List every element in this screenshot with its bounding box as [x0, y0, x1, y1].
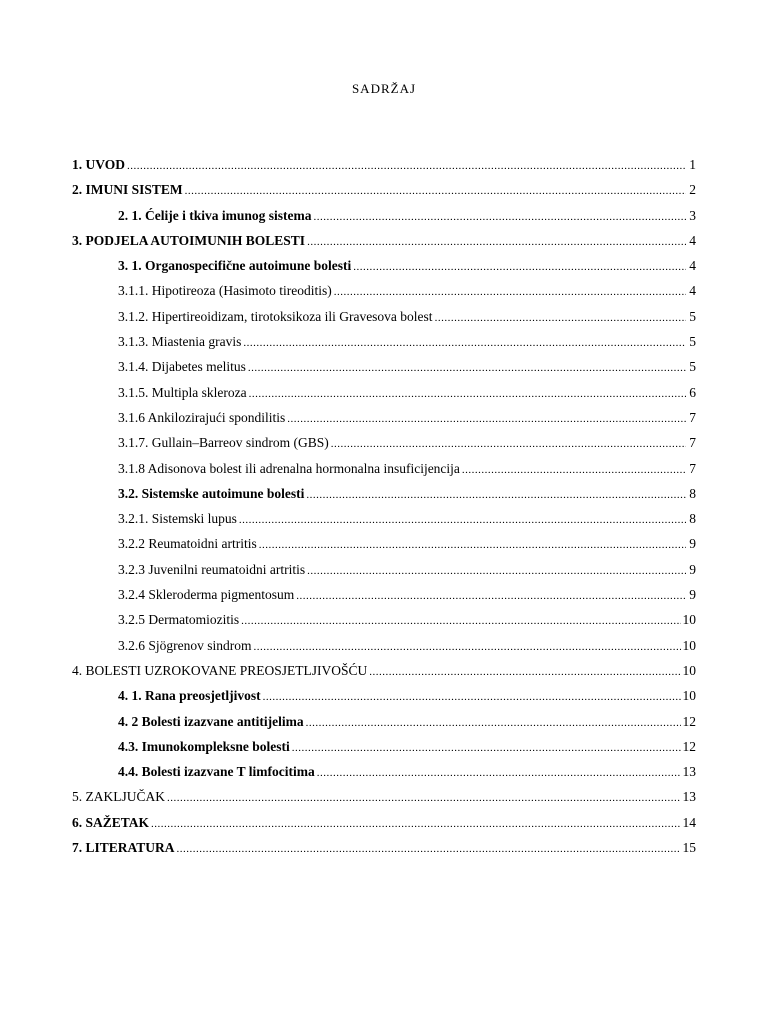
toc-entry-label: 4. 2 Bolesti izazvane antitijelima: [118, 713, 304, 729]
toc-entry[interactable]: [72, 662, 696, 687]
dot-leader: [177, 840, 681, 858]
dot-leader: [185, 182, 686, 200]
toc-entry[interactable]: [72, 713, 696, 738]
toc-entry-page: 4: [689, 283, 696, 299]
toc-entry-label: 3.1.8 Adisonova bolest ili adrenalna hormonalna insuficijencija: [118, 460, 460, 476]
toc-entry-page: 3: [689, 207, 696, 223]
toc-entry-label: 3.1.5. Multipla skleroza: [118, 384, 247, 400]
toc-entry-page: 12: [682, 713, 696, 729]
toc-entry-page: 13: [682, 764, 696, 780]
toc-entry[interactable]: [72, 611, 696, 636]
toc-entry[interactable]: [72, 814, 696, 839]
toc-entry-page: 5: [689, 334, 696, 350]
toc-entry-page: 7: [689, 409, 696, 425]
toc-entry-label: 3.1.7. Gullain–Barreov sindrom (GBS): [118, 435, 329, 451]
toc-entry[interactable]: [72, 257, 696, 282]
toc-entry[interactable]: [72, 181, 696, 206]
toc-entry[interactable]: [72, 409, 696, 434]
toc-entry-label: 3.1.3. Miastenia gravis: [118, 334, 242, 350]
dot-leader: [127, 157, 686, 175]
dot-leader: [248, 359, 686, 377]
toc-entry[interactable]: [72, 207, 696, 232]
toc-entry[interactable]: [72, 156, 696, 181]
toc-entry-page: 6: [689, 384, 696, 400]
toc-entry[interactable]: [72, 358, 696, 383]
dot-leader: [314, 208, 687, 226]
toc-entry-label: 3.2.1. Sistemski lupus: [118, 511, 237, 527]
dot-leader: [331, 435, 686, 453]
toc-entry[interactable]: [72, 637, 696, 662]
toc-title: SADRŽAJ: [351, 81, 417, 96]
toc-entry-label: 1. UVOD: [72, 157, 125, 172]
toc-entry-page: 1: [689, 157, 696, 172]
dot-leader: [241, 612, 680, 630]
toc-entry-page: 13: [682, 789, 696, 805]
toc-entry-page: 4: [689, 258, 696, 274]
toc-entry[interactable]: [72, 485, 696, 510]
toc-entry[interactable]: [72, 510, 696, 535]
toc-entry[interactable]: [72, 738, 696, 763]
toc-entry-page: 8: [689, 511, 696, 527]
toc-entry[interactable]: [72, 434, 696, 459]
toc-entry-label: 3.1.1. Hipotireoza (Hasimoto tireoditis): [118, 283, 332, 299]
toc-entry-page: 10: [682, 637, 696, 653]
dot-leader: [259, 536, 686, 554]
toc-entry-label: 4.3. Imunokompleksne bolesti: [118, 738, 290, 754]
toc-entry-label: 2. 1. Ćelije i tkiva imunog sistema: [118, 207, 312, 223]
toc-entry-label: 3.2.2 Reumatoidni artritis: [118, 536, 257, 552]
dot-leader: [254, 638, 681, 656]
toc-entry-label: 3.2.4 Skleroderma pigmentosum: [118, 587, 295, 603]
dot-leader: [317, 764, 681, 782]
dot-leader: [263, 688, 681, 706]
toc-entry-label: 3.2. Sistemske autoimune bolesti: [118, 485, 305, 501]
toc-entry-label: 3.1.2. Hipertireoidizam, tirotoksikoza ili Gravesova bolest: [118, 308, 433, 324]
toc-entry[interactable]: [72, 308, 696, 333]
toc-entry[interactable]: [72, 535, 696, 560]
toc-entry[interactable]: [72, 384, 696, 409]
toc-entry-page: 9: [689, 536, 696, 552]
toc-entry-label: 3.1.6 Ankilozirajući spondilitis: [118, 409, 286, 425]
dot-leader: [243, 334, 686, 352]
toc-entry[interactable]: [72, 586, 696, 611]
toc-entry-page: 14: [682, 814, 696, 830]
toc-entry-page: 4: [689, 232, 696, 248]
toc-entry[interactable]: [72, 282, 696, 307]
toc-entry-page: 10: [682, 688, 696, 704]
toc-entry-label: 3. PODJELA AUTOIMUNIH BOLESTI: [72, 232, 306, 248]
toc-entry-page: 9: [689, 587, 696, 603]
toc-entry-label: 3.2.5 Dermatomiozitis: [118, 612, 240, 628]
toc-entry-page: 12: [682, 738, 696, 754]
toc-entry-page: 7: [689, 435, 696, 451]
dot-leader: [462, 461, 686, 479]
dot-leader: [334, 283, 686, 301]
dot-leader: [306, 486, 686, 504]
toc-entry-page: 10: [682, 662, 696, 678]
toc-entry-label: 3.2.6 Sjögrenov sindrom: [118, 637, 252, 653]
dot-leader: [287, 410, 686, 428]
toc-entry-label: 4.4. Bolesti izazvane T limfocitima: [118, 764, 315, 780]
dot-leader: [239, 511, 686, 529]
dot-leader: [151, 815, 680, 833]
dot-leader: [292, 739, 681, 757]
dot-leader: [306, 714, 681, 732]
toc-entry-page: 15: [682, 840, 696, 856]
toc-entry-label: 4. 1. Rana preosjetljivost: [118, 688, 261, 704]
dot-leader: [369, 663, 680, 681]
toc-entry-label: 7. LITERATURA: [72, 840, 175, 856]
toc-entry[interactable]: [72, 232, 696, 257]
toc-entry[interactable]: [72, 561, 696, 586]
toc-entry-label: 2. IMUNI SISTEM: [72, 182, 183, 198]
toc-entry-page: 5: [689, 359, 696, 375]
toc-entry-page: 5: [689, 308, 696, 324]
dot-leader: [435, 309, 686, 327]
toc-entry[interactable]: [72, 333, 696, 358]
toc-entry-label: 4. BOLESTI UZROKOVANE PREOSJETLJIVOŠĆU: [72, 662, 368, 678]
toc-entry-label: 5. ZAKLJUČAK: [72, 789, 165, 805]
dot-leader: [307, 562, 686, 580]
toc-entry-label: 3. 1. Organospecifične autoimune bolesti: [118, 258, 352, 274]
toc-entry[interactable]: [72, 763, 696, 788]
toc-entry-page: 9: [689, 561, 696, 577]
toc-entry[interactable]: [72, 460, 696, 485]
toc-entry-label: 3.2.3 Juvenilni reumatoidni artritis: [118, 561, 306, 577]
dot-leader: [167, 789, 681, 807]
toc-entry-page: 10: [682, 612, 696, 628]
toc-entry-page: 8: [689, 485, 696, 501]
table-of-contents: [72, 156, 696, 864]
dot-leader: [307, 233, 686, 251]
dot-leader: [353, 258, 686, 276]
toc-entry-page: 2: [689, 182, 696, 198]
dot-leader: [249, 385, 686, 403]
toc-entry-label: 3.1.4. Dijabetes melitus: [118, 359, 246, 375]
dot-leader: [296, 587, 686, 605]
toc-entry[interactable]: [72, 839, 696, 864]
toc-entry-label: 6. SAŽETAK: [72, 814, 150, 830]
toc-entry[interactable]: [72, 687, 696, 712]
toc-entry[interactable]: [72, 788, 696, 813]
toc-entry-page: 7: [689, 460, 696, 476]
